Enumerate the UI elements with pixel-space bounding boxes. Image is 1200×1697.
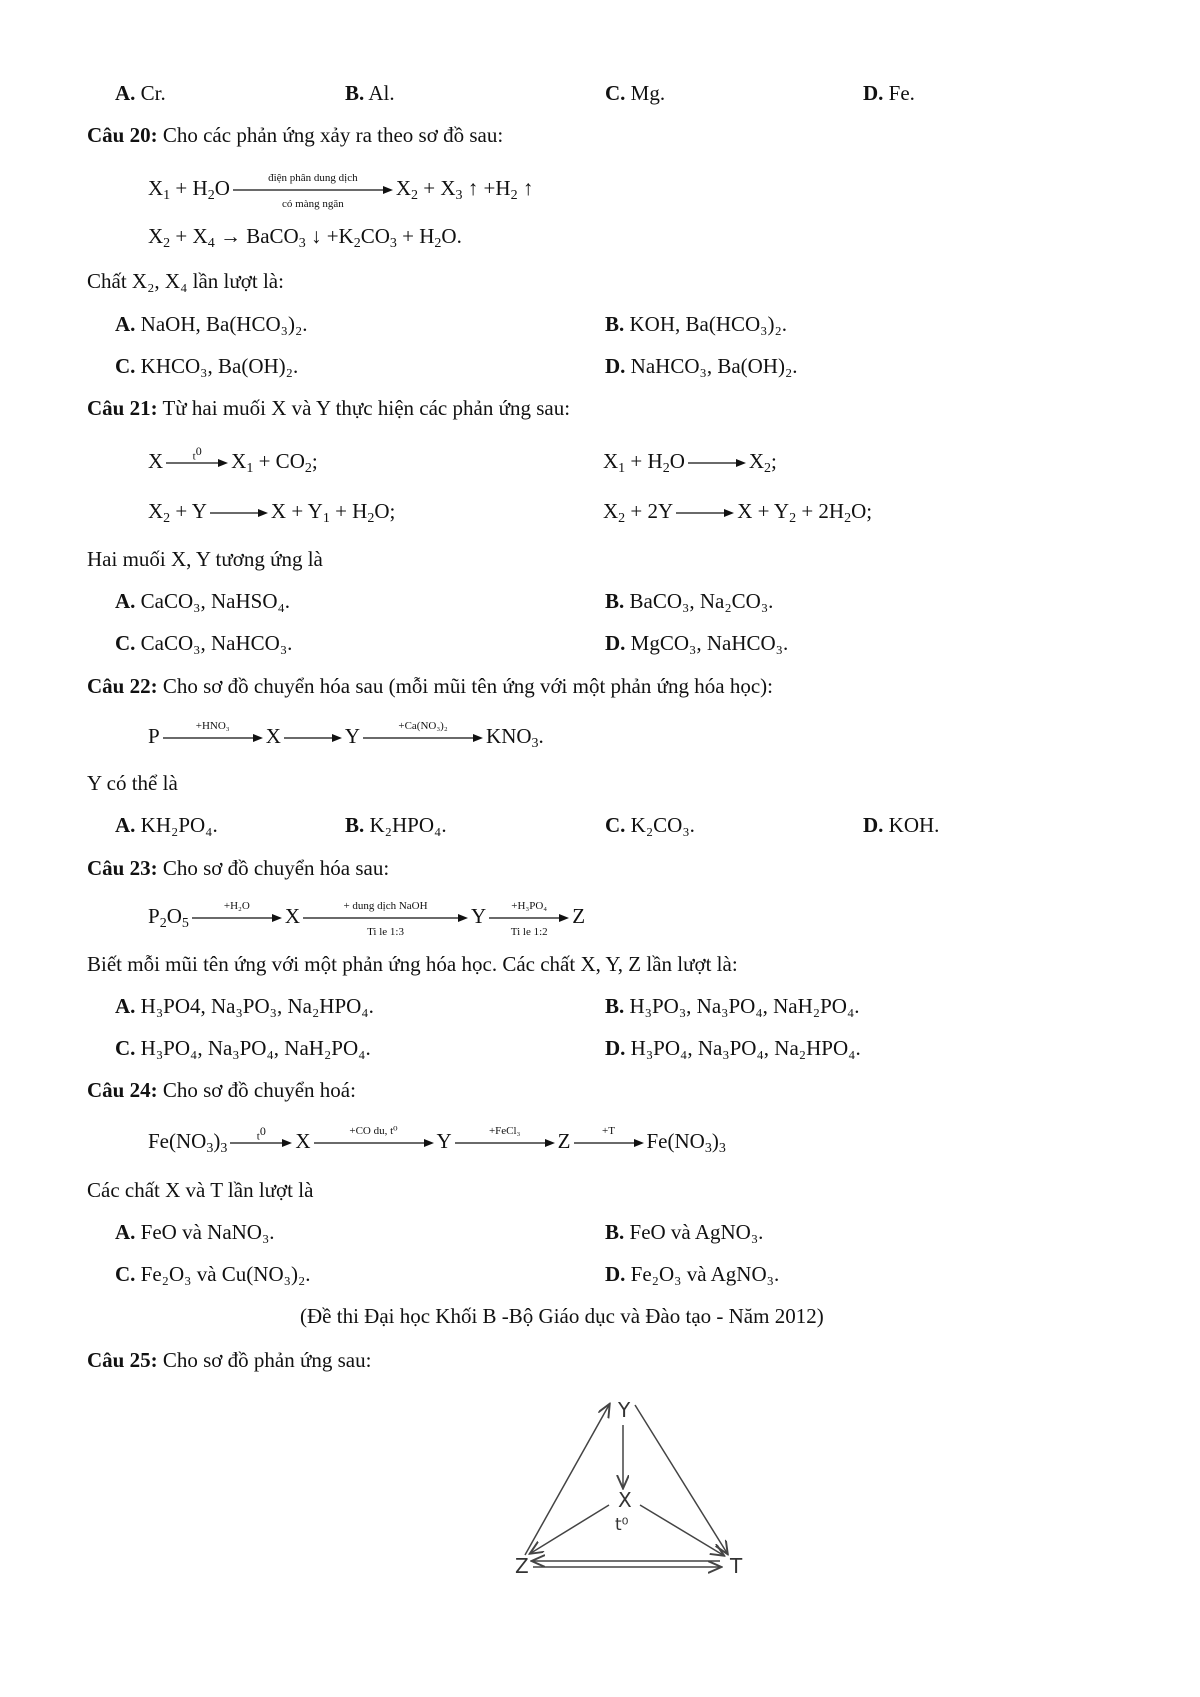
q22-option-b: B. K₂HPO₄. — [345, 813, 447, 837]
q23-question: Biết mỗi mũi tên ứng với một phản ứng hóa học. Các chất X, Y, Z lần lượt là: — [87, 952, 738, 976]
q19-option-a: A. Cr. — [115, 81, 166, 105]
q20-equation-1: $X_1 + H_2O$ điện phân dung dịch có màng ngăn $X_2 + X_3$ ↑ $+H_2$ ↑ — [148, 172, 534, 211]
q21-option-c: C. CaCO₃, NaHCO₃. — [115, 631, 293, 655]
q22-stem: Câu 22: Cho sơ đồ chuyển hóa sau (mỗi mũi tên ứng với một phản ứng hóa học): — [87, 674, 773, 698]
diagram-heat-label: t⁰ — [615, 1515, 629, 1535]
q19-option-c: C. Mg. — [605, 81, 666, 105]
q22-question: Y có thể là — [87, 771, 178, 795]
q24-option-d: D. Fe₂O₃ và AgNO₃. — [605, 1262, 780, 1286]
q23-option-b: B. H₃PO₃, Na₃PO₄, NaH₂PO₄. — [605, 994, 860, 1018]
q20-option-b: B. KOH, Ba(HCO₃)₂. — [605, 312, 788, 336]
q23-option-c: C. H₃PO₄, Na₃PO₄, NaH₂PO₄. — [115, 1036, 371, 1060]
q21-option-d: D. MgCO₃, NaHCO₃. — [605, 631, 789, 655]
q20-question: Chất X₂, X₄ lần lượt là: — [87, 269, 284, 293]
q25-stem: Câu 25: Cho sơ đồ phản ứng sau: — [87, 1348, 372, 1372]
q24-option-a: A. FeO và NaNO₃. — [115, 1220, 275, 1244]
q21-option-a: A. CaCO₃, NaHSO₄. — [115, 589, 291, 613]
q20-stem: Câu 20: Cho các phản ứng xảy ra theo sơ đồ sau: — [87, 123, 504, 147]
q21-reaction-2: $X_1 + H_2O$ $X_2$; — [603, 449, 777, 476]
q20-option-d: D. NaHCO₃, Ba(OH)₂. — [605, 354, 798, 378]
diagram-node-z: Z — [515, 1554, 529, 1578]
q24-option-c: C. Fe₂O₃ và Cu(NO₃)₂. — [115, 1262, 311, 1286]
q20-equation-2: $X_2 + X_4$ → BaCO$_3$ ↓ $+K_2CO_3 + H_2O$. — [148, 224, 462, 251]
q22-scheme: P +HNO₃ X Y +Ca(NO₃)₂ $KNO_3$. — [148, 720, 544, 751]
diagram-node-t: T — [730, 1554, 743, 1578]
q21-reaction-1: X $t^0$ $X_1 + CO_2$; — [148, 444, 318, 476]
q23-option-a: A. H₃PO4, Na₃PO₃, Na₂HPO₄. — [115, 994, 374, 1018]
q21-reaction-3: $X_2 + Y$ $X + Y_1 + H_2O$; — [148, 499, 396, 526]
q23-stem: Câu 23: Cho sơ đồ chuyển hóa sau: — [87, 856, 390, 880]
diagram-arrow-z-to-y — [525, 1405, 609, 1555]
diagram-arrow-y-to-t — [635, 1405, 727, 1553]
q24-option-b: B. FeO và AgNO₃. — [605, 1220, 764, 1244]
q21-reaction-4: $X_2 + 2Y$ $X + Y_2 + 2H_2O$; — [603, 499, 873, 526]
q22-option-c: C. K₂CO₃. — [605, 813, 695, 837]
q21-question: Hai muối X, Y tương ứng là — [87, 547, 323, 571]
diagram-node-y: Y — [618, 1398, 631, 1422]
q19-option-b: B. Al. — [345, 81, 395, 105]
q21-stem: Câu 21: Từ hai muối X và Y thực hiện các phản ứng sau: — [87, 396, 571, 420]
q24-source: (Đề thi Đại học Khối B -Bộ Giáo dục và Đào tạo - Năm 2012) — [300, 1304, 824, 1328]
q23-scheme: $P_2O_5$ +H₂O X + dung dịch NaOH Ti le 1:3 Y +H₃PO₄ Ti le 1:2 Z — [148, 900, 586, 939]
diagram-arrow-x-to-t — [640, 1505, 723, 1555]
q22-option-a: A. KH₂PO₄. — [115, 813, 218, 837]
diagram-node-x: X — [618, 1488, 632, 1512]
q22-option-d: D. KOH. — [863, 813, 940, 837]
q24-stem: Câu 24: Cho sơ đồ chuyển hoá: — [87, 1078, 356, 1102]
q24-scheme: $Fe(NO_3)_3$ $t^0$ X +CO du, t⁰ Y +FeCl₃ Z +T $Fe(NO_3)_3$ — [148, 1124, 726, 1156]
q20-option-a: A. NaOH, Ba(HCO₃)₂. — [115, 312, 308, 336]
q24-question: Các chất X và T lần lượt là — [87, 1178, 314, 1202]
q21-option-b: B. BaCO₃, Na₂CO₃. — [605, 589, 774, 613]
q25-reaction-diagram — [505, 1395, 755, 1585]
q19-option-d: D. Fe. — [863, 81, 915, 105]
q20-option-c: C. KHCO₃, Ba(OH)₂. — [115, 354, 299, 378]
q23-option-d: D. H₃PO₄, Na₃PO₄, Na₂HPO₄. — [605, 1036, 861, 1060]
diagram-arrow-x-to-z — [531, 1505, 609, 1553]
